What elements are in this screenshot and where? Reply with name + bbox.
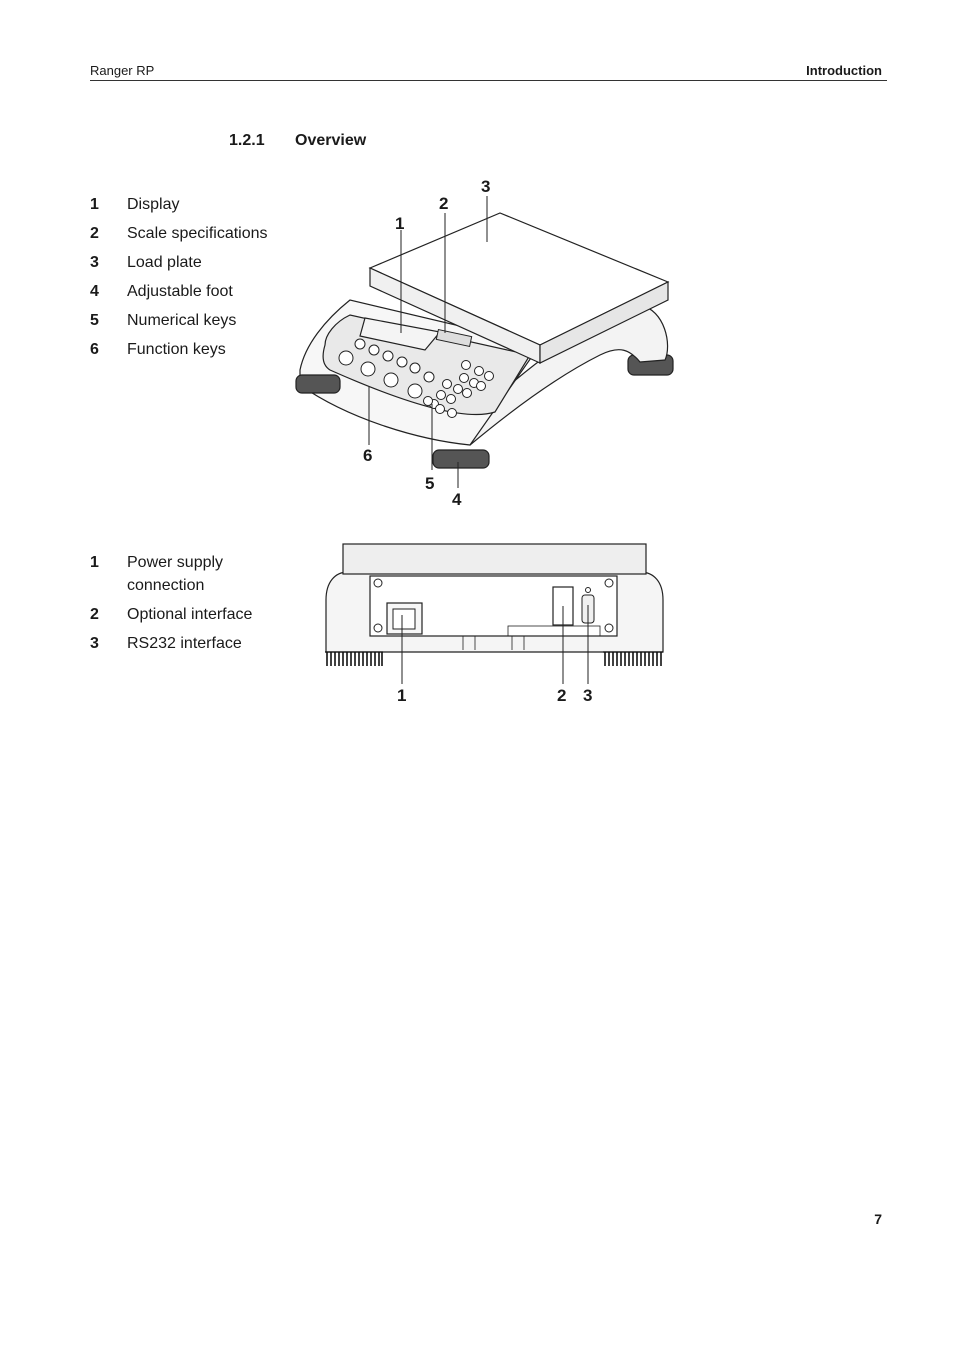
legend-label: Scale specifications: [127, 225, 268, 242]
legend-label: Numerical keys: [127, 312, 237, 329]
legend-number: 2: [90, 225, 99, 242]
legend-number: 2: [90, 606, 99, 623]
callout-5: 5: [425, 474, 435, 493]
running-header-section: Introduction: [806, 63, 882, 78]
legend-label: Power supply connection: [127, 554, 224, 594]
rear-right-foot: [605, 652, 661, 666]
rear-feet: [325, 652, 663, 666]
power-socket-inner: [393, 609, 415, 629]
rs232-screw: [586, 588, 591, 593]
section-title: Overview: [295, 132, 367, 149]
callout-4: 4: [452, 490, 462, 509]
legend-label: Adjustable foot: [127, 283, 233, 300]
legend-number: 5: [90, 312, 99, 329]
callout-3: 3: [583, 686, 593, 705]
legend-label: Load plate: [127, 254, 202, 271]
callout-1: 1: [397, 686, 407, 705]
callout-3: 3: [481, 177, 491, 196]
rear-callouts: [397, 686, 592, 705]
section-number: 1.2.1: [229, 132, 265, 149]
rear-load-plate: [343, 544, 646, 574]
legend-number: 3: [90, 635, 99, 652]
legend-label: Display: [127, 196, 180, 213]
legend-label: RS232 interface: [127, 635, 242, 652]
callout-2: 2: [557, 686, 567, 705]
page-number: 7: [874, 1211, 882, 1227]
front-right-foot: [433, 450, 489, 468]
scale-front-view: [296, 213, 673, 468]
scale-rear-view: [326, 544, 663, 652]
legend-label: Optional interface: [127, 606, 253, 623]
legend-number: 1: [90, 196, 99, 213]
callout-2: 2: [439, 194, 449, 213]
legend-number: 4: [90, 283, 99, 300]
callout-6: 6: [363, 446, 373, 465]
running-header-title: Ranger RP: [90, 63, 155, 78]
legend-label: Function keys: [127, 341, 226, 358]
legend-number: 3: [90, 254, 99, 271]
legend-number: 6: [90, 341, 99, 358]
front-left-foot: [296, 375, 340, 393]
rear-left-foot: [327, 652, 382, 666]
callout-1: 1: [395, 214, 405, 233]
legend-number: 1: [90, 554, 99, 571]
